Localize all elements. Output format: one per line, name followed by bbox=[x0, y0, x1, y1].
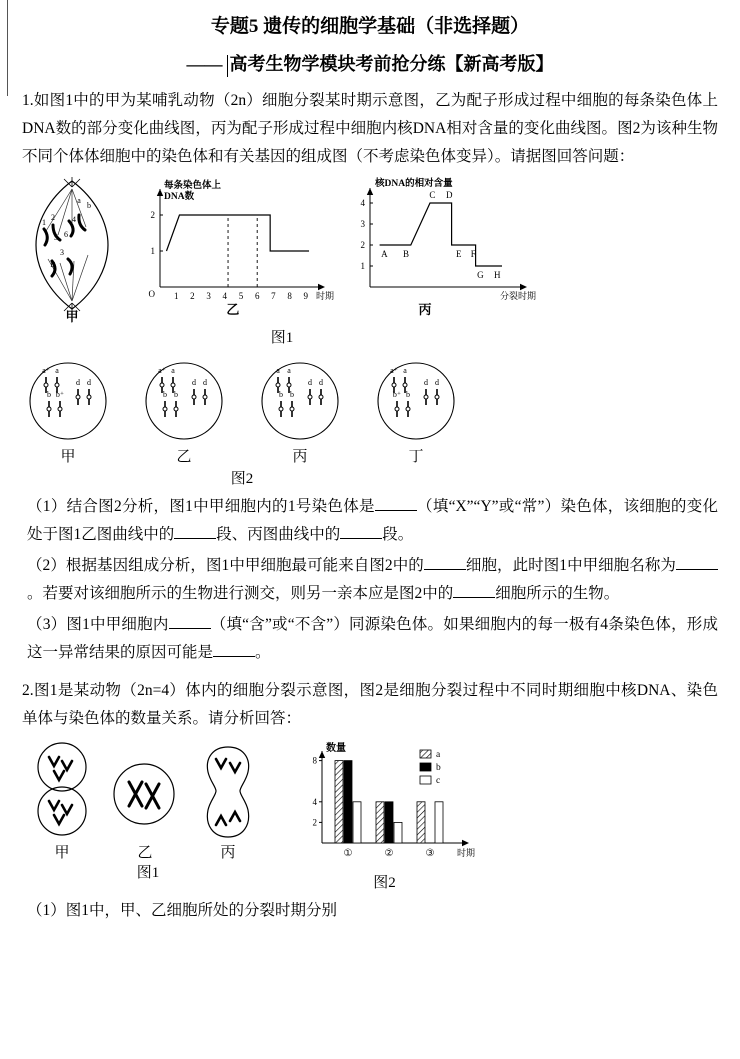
axis-arrow-icon bbox=[367, 188, 373, 195]
answer-blank[interactable] bbox=[676, 555, 718, 570]
point-label: G bbox=[477, 270, 484, 280]
x-tick-label: 7 bbox=[271, 291, 276, 301]
q1-part1-text-1: （填“X”“Y”或“常”）染色体，该细胞的变化处于图1乙图曲线中的 bbox=[27, 498, 718, 543]
page-subtitle bbox=[22, 51, 718, 77]
chromosome bbox=[216, 759, 226, 768]
legend-label: b bbox=[436, 763, 441, 773]
q1-part3-text-0: （3）图1中甲细胞内 bbox=[27, 616, 169, 633]
x-tick-label: 2 bbox=[190, 291, 195, 301]
chromosome-mark: 5 bbox=[54, 233, 58, 242]
centromere bbox=[55, 383, 59, 387]
cell-outline bbox=[38, 787, 86, 835]
cell-outline bbox=[207, 747, 248, 837]
centromere bbox=[58, 407, 62, 411]
y-tick-label: 1 bbox=[150, 246, 155, 256]
subtitle-divider bbox=[227, 55, 228, 77]
gene-label: d bbox=[192, 378, 196, 387]
chromosome bbox=[54, 771, 64, 780]
centromere bbox=[319, 395, 323, 399]
point-label: F bbox=[470, 249, 476, 259]
chromosome-mark: a bbox=[77, 196, 81, 205]
legend-label: c bbox=[436, 776, 441, 786]
chromosome bbox=[44, 229, 47, 245]
chart-caption: 乙 bbox=[226, 302, 240, 317]
nuclear-dna-chart bbox=[340, 175, 540, 323]
answer-blank[interactable] bbox=[375, 496, 417, 511]
q2-cell-label: 乙 bbox=[137, 845, 153, 861]
q1-part3-text-2: 。 bbox=[255, 644, 271, 661]
gene-label: b bbox=[47, 390, 51, 399]
q2-cell-label: 甲 bbox=[54, 845, 70, 861]
q1-part2-text-0: （2）根据基因组成分析，图1中甲细胞最可能来自图2中的 bbox=[27, 557, 424, 574]
legend-swatch-a bbox=[420, 750, 431, 758]
centromere bbox=[435, 395, 439, 399]
x-tick-label: ① bbox=[343, 848, 353, 859]
gene-label: d bbox=[435, 378, 439, 387]
gene-label: b bbox=[163, 390, 167, 399]
legend-swatch-b bbox=[420, 763, 431, 771]
genotype-cell-label: 甲 bbox=[60, 449, 76, 465]
point-label: D bbox=[445, 190, 453, 200]
genotype-cell bbox=[370, 357, 462, 466]
centromere bbox=[192, 395, 196, 399]
q1-part1-text-3: 段。 bbox=[382, 526, 414, 543]
centromere bbox=[160, 383, 164, 387]
dividing-cell bbox=[22, 739, 102, 862]
axis-arrow-icon bbox=[520, 284, 527, 290]
cell-outline bbox=[38, 743, 86, 791]
q2-stem: 2.图1是某动物（2n=4）体内的细胞分裂示意图，图2是细胞分裂过程中不同时期细胞中核DNA、染色单体与染色体的数量关系。请分析回答： bbox=[22, 682, 718, 727]
gene-label: b bbox=[174, 390, 178, 399]
q1-part2-text-1: 细胞，此时图1中甲细胞名称为 bbox=[465, 557, 676, 574]
q1-figure2-block bbox=[22, 357, 462, 466]
dividing-cell bbox=[188, 739, 268, 862]
genotype-cell-label: 丁 bbox=[408, 449, 424, 465]
chromosome-mark: 2 bbox=[51, 213, 55, 222]
bar-c bbox=[394, 822, 402, 843]
chromosome-mark: 6 bbox=[64, 230, 68, 239]
telophase-cell-diagram bbox=[22, 739, 102, 839]
q1-part1 bbox=[22, 493, 718, 549]
x-axis-label: 时期 bbox=[456, 848, 475, 858]
centromere bbox=[276, 383, 280, 387]
centromere bbox=[163, 407, 167, 411]
y-axis-label: 数量 bbox=[326, 743, 346, 754]
genotype-cell bbox=[138, 357, 230, 466]
q1-part2-text-2: 。若要对该细胞所示的生物进行测交，则另一亲本应是图2中的 bbox=[27, 585, 454, 602]
origin-label: O bbox=[148, 289, 155, 299]
x-axis-label: 时期 bbox=[315, 291, 334, 301]
chromosome bbox=[62, 805, 72, 814]
answer-blank[interactable] bbox=[213, 642, 255, 657]
centromere bbox=[47, 407, 51, 411]
genotype-cell-diagram bbox=[254, 357, 346, 443]
y-tick-label: 2 bbox=[360, 240, 365, 250]
spindle-fiber bbox=[46, 189, 72, 231]
x-tick-label: 5 bbox=[238, 291, 244, 301]
answer-blank[interactable] bbox=[340, 524, 382, 539]
gene-label: b⁺ bbox=[55, 390, 65, 399]
chromosome bbox=[216, 816, 226, 825]
gene-label: a⁺ bbox=[158, 366, 166, 375]
y-tick-label: 4 bbox=[360, 198, 365, 208]
y-tick-label: 3 bbox=[360, 219, 365, 229]
bar-c bbox=[435, 802, 443, 843]
x-tick-label: 8 bbox=[287, 291, 292, 301]
centromere bbox=[395, 407, 399, 411]
genotype-cell-diagram bbox=[22, 357, 114, 443]
gene-label: d bbox=[424, 378, 428, 387]
data-line bbox=[166, 215, 309, 251]
gene-label: a bbox=[403, 366, 407, 375]
answer-blank[interactable] bbox=[424, 555, 466, 570]
answer-blank[interactable] bbox=[453, 583, 495, 598]
chromosome-mark: 1 bbox=[42, 218, 46, 227]
centromere bbox=[392, 383, 396, 387]
q1-part3-text-1: （填“含”或“不含”）同源染色体。如果细胞内的每一极有4条染色体，形成这一异常结果的原因可能是 bbox=[27, 616, 718, 661]
y-tick-label: 2 bbox=[150, 210, 155, 220]
q2-cell-label: 丙 bbox=[220, 845, 236, 861]
centromere bbox=[171, 383, 175, 387]
spindle-fiber bbox=[60, 263, 72, 301]
spindle-fiber bbox=[72, 255, 88, 301]
bar-c bbox=[353, 802, 361, 843]
centromere bbox=[87, 395, 91, 399]
chromosome bbox=[68, 259, 72, 274]
point-label: C bbox=[429, 190, 436, 200]
chromosome-mark: 3 bbox=[60, 248, 64, 257]
x-tick-label: ③ bbox=[425, 848, 435, 859]
page-edge-line bbox=[7, 0, 8, 96]
data-line bbox=[380, 203, 502, 266]
x-tick-label: ② bbox=[384, 848, 394, 859]
q2-figure2-caption: 图2 bbox=[373, 875, 396, 891]
bar-b bbox=[385, 802, 393, 843]
gene-label: b bbox=[406, 390, 410, 399]
centromere bbox=[287, 383, 291, 387]
q1-part1-text-0: （1）结合图2分析，图1中甲细胞内的1号染色体是 bbox=[27, 498, 375, 515]
answer-blank[interactable] bbox=[169, 614, 211, 629]
q2-cells-row bbox=[22, 739, 274, 862]
y-tick-label: 4 bbox=[312, 796, 317, 807]
centromere bbox=[424, 395, 428, 399]
chromosome-mark: B bbox=[50, 260, 56, 269]
centromere bbox=[76, 395, 80, 399]
y-tick-label: 1 bbox=[360, 261, 365, 271]
q1-figure1-block bbox=[22, 175, 718, 327]
anaphase-cell-diagram bbox=[188, 739, 268, 839]
gene-label: a⁺ bbox=[390, 366, 398, 375]
centromere bbox=[174, 407, 178, 411]
axis-arrow-icon bbox=[462, 840, 469, 846]
legend-label: a bbox=[436, 750, 441, 760]
genotype-cell bbox=[254, 357, 346, 466]
q2-chart-group bbox=[292, 739, 477, 894]
chromosome-mark: 4 bbox=[72, 215, 76, 224]
bar-a bbox=[335, 761, 343, 843]
q2-figure-block bbox=[22, 739, 718, 894]
cell-outline bbox=[114, 764, 174, 824]
chart-title: DNA数 bbox=[164, 192, 195, 202]
chromosome bbox=[62, 761, 72, 770]
axis-arrow-icon bbox=[318, 284, 325, 290]
dna-per-chromosome-chart bbox=[124, 175, 336, 323]
q1-part2-text-3: 细胞所示的生物。 bbox=[495, 585, 620, 602]
chromosome-mark: b bbox=[87, 201, 91, 210]
q1-part1-text-2: 段、丙图曲线中的 bbox=[216, 526, 341, 543]
point-label: E bbox=[456, 249, 462, 259]
genotype-cell-label: 乙 bbox=[176, 449, 192, 465]
y-tick-label: 8 bbox=[312, 755, 317, 766]
page-title: 专题5 遗传的细胞学基础（非选择题） bbox=[210, 16, 530, 37]
cell-membrane bbox=[262, 363, 338, 439]
gene-label: d bbox=[319, 378, 323, 387]
figure1-caption: 图1 bbox=[270, 330, 294, 346]
subtitle-text: 高考生物学模块考前抢分练【新高考版】 bbox=[229, 54, 554, 74]
answer-blank[interactable] bbox=[174, 524, 216, 539]
genotype-cell bbox=[22, 357, 114, 466]
point-label: H bbox=[493, 270, 501, 280]
genotype-cell-diagram bbox=[138, 357, 230, 443]
q1-part3 bbox=[22, 611, 718, 667]
point-label: A bbox=[381, 249, 388, 259]
chromosome bbox=[230, 812, 240, 821]
q2-part1-partial: （1）图1中，甲、乙细胞所处的分裂时期分别 bbox=[27, 902, 338, 919]
gene-label: d bbox=[308, 378, 312, 387]
bar-a bbox=[376, 802, 384, 843]
centromere bbox=[290, 407, 294, 411]
x-tick-label: 3 bbox=[206, 291, 211, 301]
q1-part2 bbox=[22, 552, 718, 608]
chromosome bbox=[54, 815, 64, 824]
q2-figure1-caption: 图1 bbox=[136, 865, 160, 881]
spindle-fiber bbox=[58, 189, 72, 235]
gene-label: a bbox=[171, 366, 175, 375]
centromere bbox=[203, 395, 207, 399]
axis-arrow-icon bbox=[319, 751, 325, 758]
centromere bbox=[279, 407, 283, 411]
y-tick-label: 2 bbox=[312, 817, 317, 828]
gene-label: a bbox=[287, 366, 291, 375]
cell-caption: 甲 bbox=[65, 309, 79, 323]
q2-cells-group bbox=[22, 739, 274, 884]
chromosome bbox=[49, 801, 59, 810]
x-tick-label: 9 bbox=[303, 291, 309, 301]
axis-arrow-icon bbox=[157, 189, 163, 196]
point-label: B bbox=[402, 249, 410, 259]
gene-label: a bbox=[55, 366, 59, 375]
chromosome bbox=[49, 757, 59, 766]
gene-label: d bbox=[87, 378, 91, 387]
figure2-caption: 图2 bbox=[230, 471, 254, 487]
x-tick-label: 6 bbox=[254, 291, 260, 301]
metaphase-cell-diagram bbox=[108, 739, 182, 839]
bar-b bbox=[344, 761, 352, 843]
gene-label: d bbox=[203, 378, 207, 387]
chart-caption: 丙 bbox=[418, 302, 432, 317]
gene-label: b bbox=[290, 390, 294, 399]
spindle-cell-diagram bbox=[22, 175, 122, 323]
bar-a bbox=[417, 802, 425, 843]
centromere bbox=[403, 383, 407, 387]
chromosome bbox=[230, 763, 240, 772]
gene-label: a bbox=[276, 366, 280, 375]
dividing-cell bbox=[108, 739, 182, 862]
centromere bbox=[308, 395, 312, 399]
chart-title: 核DNA的相对含量 bbox=[375, 179, 453, 189]
x-axis-label: 分裂时期 bbox=[499, 291, 536, 301]
subtitle-dash: —— bbox=[186, 54, 223, 74]
centromere bbox=[44, 383, 48, 387]
x-tick-label: 1 bbox=[173, 291, 179, 301]
gene-label: d bbox=[76, 378, 80, 387]
genotype-cell-label: 丙 bbox=[292, 449, 308, 465]
dna-chromatid-chromosome-bar-chart bbox=[292, 739, 477, 867]
chart-title: 每条染色体上 bbox=[164, 181, 222, 191]
centromere bbox=[406, 407, 410, 411]
gene-label: a⁺ bbox=[42, 366, 50, 375]
gene-label: b⁺ bbox=[392, 390, 402, 399]
gene-label: b bbox=[279, 390, 283, 399]
legend-swatch-c bbox=[420, 776, 431, 784]
q1-stem: 1.如图1中的甲为某哺乳动物（2n）细胞分裂某时期示意图，乙为配子形成过程中细胞的每条染色体上DNA数的部分变化曲线图，丙为配子形成过程中细胞内核DNA相对含量的变化曲线图。图2为该种生物不同个体体细胞中的染色体和有关基因的组成图（不考虑染色体变异）。请据图回答问题： bbox=[22, 92, 718, 165]
x-tick-label: 4 bbox=[222, 291, 228, 301]
genotype-cell-diagram bbox=[370, 357, 462, 443]
